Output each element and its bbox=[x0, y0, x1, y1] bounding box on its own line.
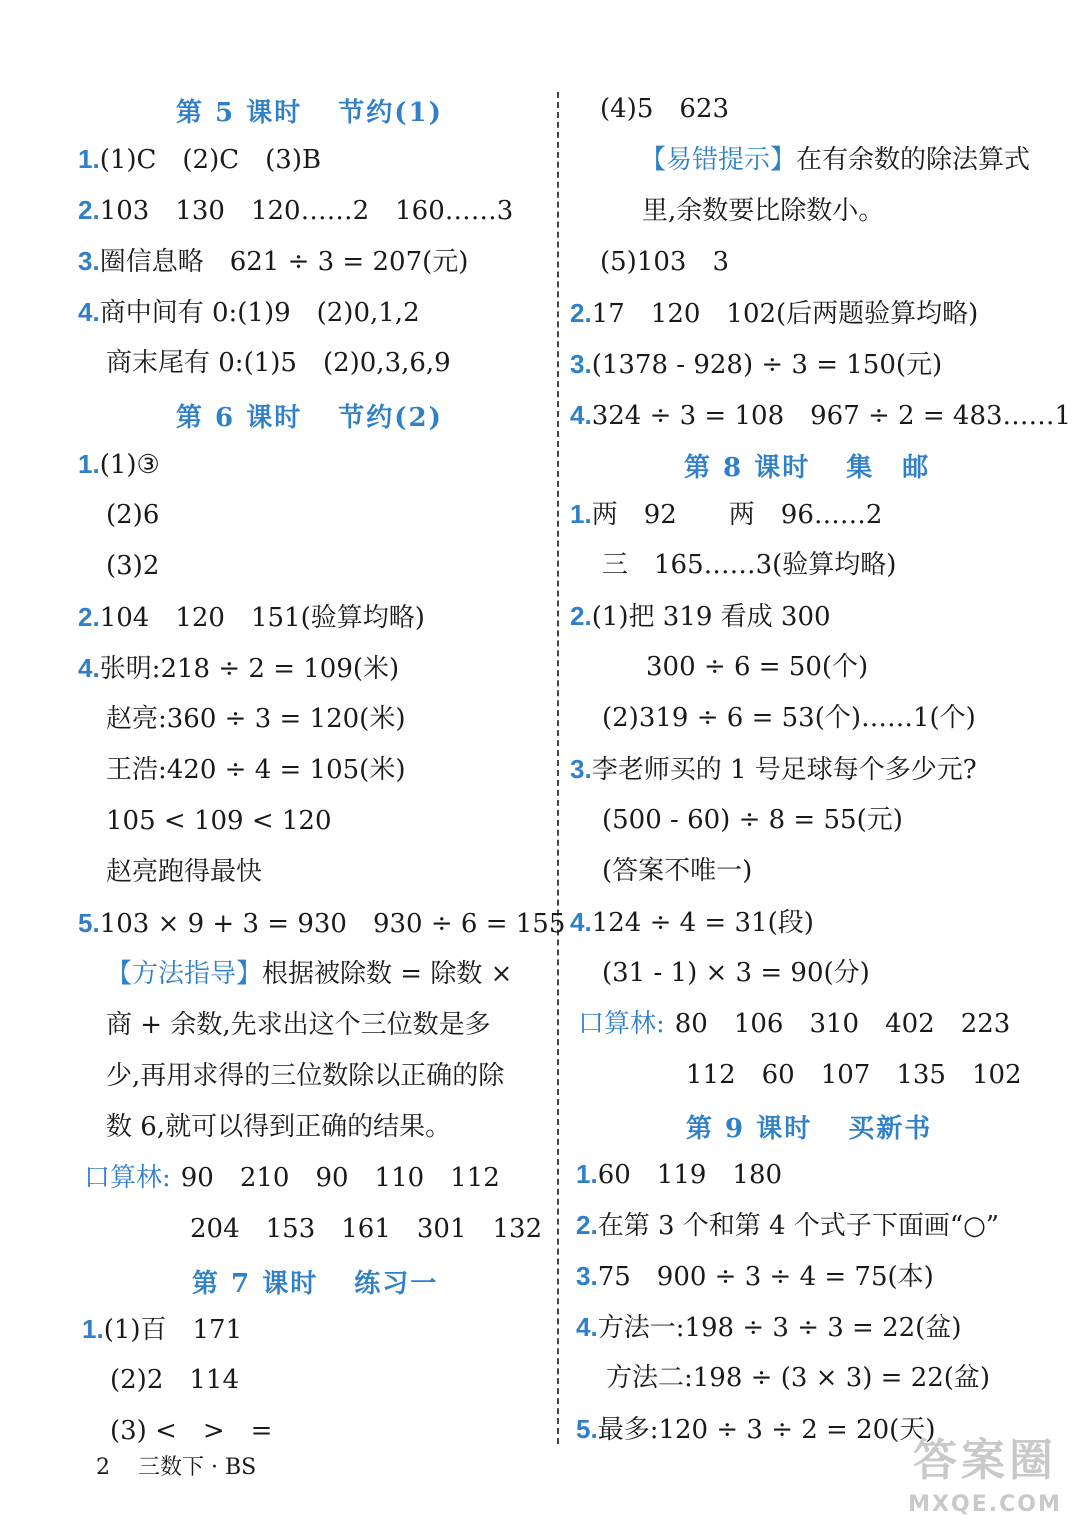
answer-text: 103 130 120……2 160……3 bbox=[99, 196, 514, 226]
q-number: 5. bbox=[576, 1414, 598, 1444]
l8-kouan-row2: 112 60 107 135 102 bbox=[686, 1060, 1022, 1090]
lesson-5-title: 第 5 课时 bbox=[176, 98, 303, 128]
q-number: 2. bbox=[570, 298, 592, 328]
r-q1-5: (5)103 3 bbox=[600, 247, 729, 277]
l6-q1-line2: (2)6 bbox=[106, 500, 160, 530]
q-number: 4. bbox=[78, 653, 100, 683]
watermark-logo bbox=[900, 1432, 1070, 1530]
answer-text: (1378 - 928) ÷ 3 = 150(元) bbox=[591, 350, 943, 380]
q-number: 4. bbox=[570, 907, 592, 937]
q-number: 1. bbox=[570, 499, 592, 529]
watermark-small: MXQE.COM bbox=[908, 1492, 1062, 1517]
q-number: 1. bbox=[78, 449, 100, 479]
lesson-6-subtitle: 节约(2) bbox=[338, 403, 443, 433]
kouan-label: 口算林: bbox=[84, 1163, 171, 1193]
l9-q1 bbox=[576, 1157, 782, 1192]
l6-q4-line3: 王浩:420 ÷ 4 = 105(米) bbox=[106, 755, 406, 785]
l5-q4-line1 bbox=[78, 295, 420, 330]
l5-q2 bbox=[78, 193, 513, 228]
answer-text: 60 119 180 bbox=[597, 1160, 783, 1190]
method-tip-line4: 数 6,就可以得到正确的结果。 bbox=[106, 1112, 452, 1142]
answer-text: 最多:120 ÷ 3 ÷ 2 = 20(天) bbox=[597, 1415, 936, 1445]
answer-text: 李老师买的 1 号足球每个多少元? bbox=[591, 755, 977, 785]
q-number: 3. bbox=[570, 754, 592, 784]
kouan-values: 80 106 310 402 223 bbox=[674, 1009, 1011, 1039]
kouan-label: 口算林: bbox=[578, 1009, 665, 1039]
lesson-5-subtitle: 节约(1) bbox=[338, 98, 443, 128]
l6-q4-line4: 105 < 109 < 120 bbox=[106, 806, 332, 836]
l5-q4-line2: 商末尾有 0:(1)5 (2)0,3,6,9 bbox=[106, 348, 451, 378]
lesson-6-title: 第 6 课时 bbox=[176, 403, 303, 433]
q-number: 4. bbox=[78, 297, 100, 327]
l8-q3-line3: (答案不唯一) bbox=[602, 856, 753, 886]
error-tip-text: 在有余数的除法算式 bbox=[796, 145, 1031, 175]
kouan-row2: 204 153 161 301 132 bbox=[190, 1214, 543, 1244]
q-number: 2. bbox=[78, 602, 100, 632]
lesson-8-title: 第 8 课时 bbox=[684, 453, 811, 483]
q-number: 3. bbox=[576, 1261, 598, 1291]
l7-q1-line2: (2)2 114 bbox=[110, 1365, 239, 1395]
l8-q2-line1 bbox=[570, 599, 831, 634]
method-tip-line2: 商 + 余数,先求出这个三位数是多 bbox=[106, 1010, 491, 1040]
l7-q1-line1 bbox=[82, 1312, 242, 1347]
answer-text: 17 120 102(后两题验算均略) bbox=[591, 299, 979, 329]
kouan-row1 bbox=[84, 1161, 500, 1195]
method-tip-line1 bbox=[106, 957, 512, 991]
answer-text: (1)把 319 看成 300 bbox=[591, 602, 831, 632]
column-divider bbox=[557, 92, 559, 1444]
lesson-9-title: 第 9 课时 bbox=[686, 1114, 813, 1144]
l6-q5 bbox=[78, 906, 565, 941]
book-label: 三数下 · BS bbox=[138, 1455, 257, 1480]
l9-q3 bbox=[576, 1259, 934, 1294]
l6-q2 bbox=[78, 600, 425, 635]
l8-kouan-row1 bbox=[578, 1007, 1010, 1041]
answer-text: 商中间有 0:(1)9 (2)0,1,2 bbox=[99, 298, 420, 328]
error-tip-line1 bbox=[640, 143, 1030, 177]
page-number: 2 bbox=[96, 1455, 110, 1480]
l9-q4-line2: 方法二:198 ÷ (3 × 3) = 22(盆) bbox=[606, 1363, 991, 1393]
answer-text: 124 ÷ 4 = 31(段) bbox=[591, 908, 814, 938]
q-number: 1. bbox=[78, 144, 100, 174]
q-number: 2. bbox=[78, 195, 100, 225]
l6-q1-line1 bbox=[78, 447, 160, 482]
l5-q3 bbox=[78, 244, 468, 279]
q-number: 1. bbox=[82, 1314, 104, 1344]
q-number: 4. bbox=[576, 1312, 598, 1342]
l9-q4-line1 bbox=[576, 1310, 961, 1345]
l8-q1-line1 bbox=[570, 497, 882, 532]
method-tip-tag: 【方法指导】 bbox=[106, 959, 263, 989]
l6-q4-line2: 赵亮:360 ÷ 3 = 120(米) bbox=[106, 704, 406, 734]
r-q3 bbox=[570, 347, 942, 382]
page-footer bbox=[96, 1453, 256, 1483]
r-q1-4: (4)5 623 bbox=[600, 94, 729, 124]
q-number: 3. bbox=[570, 349, 592, 379]
l5-q1 bbox=[78, 142, 321, 177]
l8-q3-line1 bbox=[570, 752, 977, 787]
q-number: 2. bbox=[570, 601, 592, 631]
l9-q5 bbox=[576, 1412, 935, 1447]
l6-q4-line5: 赵亮跑得最快 bbox=[106, 857, 263, 887]
answer-text: 张明:218 ÷ 2 = 109(米) bbox=[99, 654, 400, 684]
answer-text: 在第 3 个和第 4 个式子下面画“○” bbox=[597, 1211, 1000, 1241]
lesson-9-heading bbox=[686, 1112, 932, 1146]
watermark-big: 答案圈 bbox=[913, 1435, 1057, 1486]
method-tip-line3: 少,再用求得的三位数除以正确的除 bbox=[106, 1061, 505, 1091]
answer-text: 方法一:198 ÷ 3 ÷ 3 = 22(盆) bbox=[597, 1313, 962, 1343]
lesson-5-heading bbox=[176, 96, 443, 130]
lesson-8-heading bbox=[684, 451, 930, 485]
answer-text: (1)③ bbox=[99, 450, 160, 480]
lesson-8-subtitle: 集 邮 bbox=[846, 453, 931, 483]
l8-q1-line2: 三 165……3(验算均略) bbox=[602, 550, 897, 580]
answer-text: 圈信息略 621 ÷ 3 = 207(元) bbox=[99, 247, 469, 277]
error-tip-line2: 里,余数要比除数小。 bbox=[642, 196, 885, 226]
answer-text: 104 120 151(验算均略) bbox=[99, 603, 425, 633]
l9-q2 bbox=[576, 1208, 999, 1243]
lesson-6-heading bbox=[176, 401, 443, 435]
lesson-7-heading bbox=[192, 1267, 438, 1301]
l8-q4-line2: (31 - 1) × 3 = 90(分) bbox=[602, 958, 870, 988]
q-number: 2. bbox=[576, 1210, 598, 1240]
l8-q3-line2: (500 - 60) ÷ 8 = 55(元) bbox=[602, 805, 903, 835]
answer-text: (1)C (2)C (3)B bbox=[99, 145, 322, 175]
l6-q1-line3: (3)2 bbox=[106, 551, 160, 581]
answer-text: (1)百 171 bbox=[103, 1315, 243, 1345]
q-number: 4. bbox=[570, 400, 592, 430]
kouan-values: 90 210 90 110 112 bbox=[180, 1163, 500, 1193]
answer-text: 103 × 9 + 3 = 930 930 ÷ 6 = 155 bbox=[99, 909, 566, 939]
lesson-7-subtitle: 练习一 bbox=[354, 1269, 439, 1299]
l8-q2-line3: (2)319 ÷ 6 = 53(个)……1(个) bbox=[602, 703, 976, 733]
q-number: 3. bbox=[78, 246, 100, 276]
r-q4 bbox=[570, 398, 1071, 433]
answer-text: 75 900 ÷ 3 ÷ 4 = 75(本) bbox=[597, 1262, 934, 1292]
q-number: 5. bbox=[78, 908, 100, 938]
l7-q1-line3: (3) < > = bbox=[110, 1416, 273, 1446]
answer-text: 324 ÷ 3 = 108 967 ÷ 2 = 483……1 bbox=[591, 401, 1072, 431]
method-tip-text: 根据被除数 = 除数 × bbox=[262, 959, 513, 989]
q-number: 1. bbox=[576, 1159, 598, 1189]
error-tip-tag: 【易错提示】 bbox=[640, 145, 797, 175]
l8-q4-line1 bbox=[570, 905, 814, 940]
l8-q2-line2: 300 ÷ 6 = 50(个) bbox=[646, 652, 869, 682]
lesson-7-title: 第 7 课时 bbox=[192, 1269, 319, 1299]
l6-q4-line1 bbox=[78, 651, 399, 686]
answer-text: 两 92 两 96……2 bbox=[591, 500, 883, 530]
r-q2 bbox=[570, 296, 978, 331]
lesson-9-subtitle: 买新书 bbox=[848, 1114, 933, 1144]
